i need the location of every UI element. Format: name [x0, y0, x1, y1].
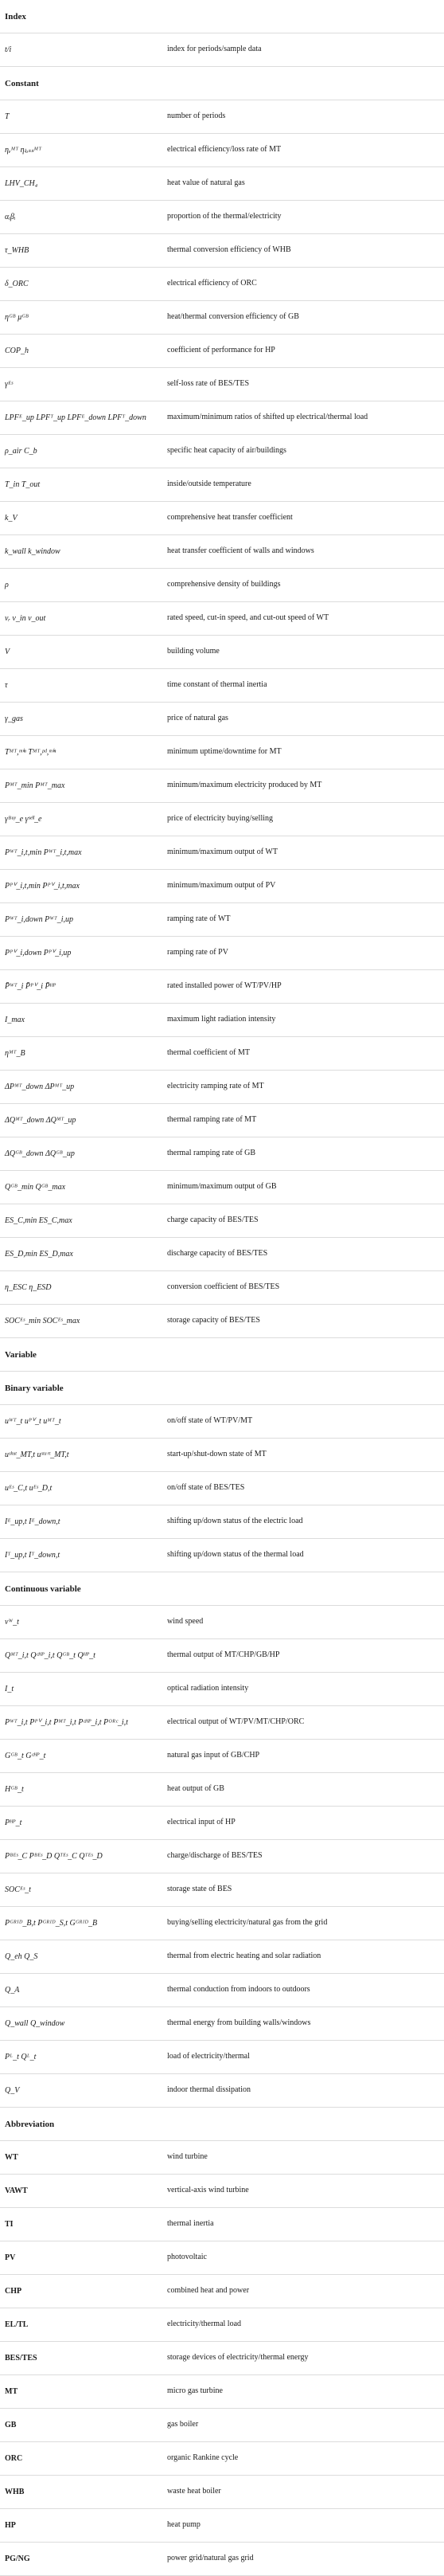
symbol: γᴮᵘʸ_e γˢᵉˡˡ_e: [5, 815, 42, 824]
symbol: η_ESC η_ESD: [5, 1283, 52, 1292]
abbreviation-row: [0, 2543, 444, 2576]
section-header: [0, 67, 444, 100]
symbol-row: [0, 1539, 444, 1572]
symbol-row: [0, 1204, 444, 1238]
section-header: [0, 0, 444, 33]
symbol: LPFᴱ_up LPFᵀ_up LPFᴱ_down LPFᵀ_down: [5, 413, 146, 422]
symbol-row: [0, 1606, 444, 1639]
symbol-row: [0, 569, 444, 602]
abbreviation: PV: [5, 2253, 16, 2262]
symbol: γᴱˢ: [5, 380, 14, 389]
symbol: γ_gas: [5, 714, 23, 723]
symbol-row: [0, 1137, 444, 1171]
section-title: Binary variable: [5, 1383, 64, 1393]
abbreviation: MT: [5, 2387, 18, 2396]
abbreviation: GB: [5, 2421, 17, 2429]
symbol: Iᵀ_up,t Iᵀ_down,t: [5, 1551, 60, 1560]
description: ramping rate of WT: [167, 914, 231, 924]
abbreviation: ORC: [5, 2454, 23, 2463]
description: heat transfer coefficient of walls and windows: [167, 546, 314, 556]
section-title: Continuous variable: [5, 1584, 81, 1594]
symbol: τ: [5, 681, 8, 690]
description: thermal ramping rate of MT: [167, 1115, 257, 1125]
section-title: Constant: [5, 78, 39, 88]
description: start-up/shut-down state of MT: [167, 1450, 267, 1459]
abbreviation-row: [0, 2308, 444, 2342]
symbol-row: [0, 1873, 444, 1907]
abbreviation: VAWT: [5, 2186, 28, 2195]
symbol: ρ_air C_b: [5, 447, 37, 456]
abbreviation: BES/TES: [5, 2354, 37, 2363]
symbol-row: [0, 1439, 444, 1472]
symbol: Pᴾⱽ_i,t,min Pᴾⱽ_i,t,max: [5, 882, 80, 891]
section-title: Abbreviation: [5, 2119, 55, 2129]
symbol: uᴱˢ_C,t uᴱˢ_D,t: [5, 1484, 53, 1493]
symbol: ES_D,min ES_D,max: [5, 1250, 73, 1259]
symbol: Pᵂᵀ_i,t Pᴾⱽ_i,t Pᴹᵀ_i,t Pᶜᴴᴾ_i,t Pᴼᴿᶜ_i,t: [5, 1718, 128, 1727]
description: electrical efficiency of ORC: [167, 279, 257, 288]
symbol: Pᴾⱽ_i,down Pᴾⱽ_i,up: [5, 949, 72, 957]
description: inside/outside temperature: [167, 480, 251, 489]
abbreviation: WHB: [5, 2488, 25, 2496]
description: discharge capacity of BES/TES: [167, 1249, 268, 1259]
abbreviation-row: [0, 2208, 444, 2241]
symbol-row: [0, 669, 444, 703]
section-header: [0, 1572, 444, 1606]
symbol: T: [5, 112, 10, 121]
abbreviation-row: [0, 2241, 444, 2275]
symbol-row: [0, 1940, 444, 1974]
symbol: Pᴳᴿᴵᴰ_B,t Pᴳᴿᴵᴰ_S,t Gᴳᴿᴵᴰ_B: [5, 1919, 98, 1928]
symbol-row: [0, 1472, 444, 1505]
symbol-row: [0, 1071, 444, 1104]
description: minimum/maximum electricity produced by MT: [167, 781, 322, 790]
symbol-row: [0, 769, 444, 803]
description: building volume: [167, 647, 220, 656]
symbol: Pᴮᴱˢ_C Pᴮᴱˢ_D Qᵀᴱˢ_C Qᵀᴱˢ_D: [5, 1852, 103, 1861]
symbol-row: [0, 1505, 444, 1539]
description: self-loss rate of BES/TES: [167, 379, 250, 389]
symbol: Q_wall Q_window: [5, 2019, 65, 2028]
abbreviation-row: [0, 2476, 444, 2509]
abbreviation-row: [0, 2275, 444, 2308]
symbol-row: [0, 167, 444, 201]
description: electrical output of WT/PV/MT/CHP/ORC: [167, 1717, 305, 1727]
description: time constant of thermal inertia: [167, 680, 267, 690]
symbol: vᵣ v_in v_out: [5, 614, 46, 623]
symbol: Pᵂᵀ_i,t,min Pᵂᵀ_i,t,max: [5, 848, 82, 857]
description: minimum/maximum output of WT: [167, 848, 278, 857]
symbol: uᵂᵀ_t uᴾⱽ_t uᴹᵀ_t: [5, 1417, 61, 1426]
symbol: uˢʰᵘᵗ_MT,t uˢᵗᵃʳᵗ_MT,t: [5, 1450, 69, 1459]
symbol-row: [0, 435, 444, 468]
description: shifting up/down status of the electric load: [167, 1517, 303, 1526]
symbol: ηᴳᴮ μᴳᴮ: [5, 313, 29, 322]
description: indoor thermal dissipation: [167, 2085, 251, 2095]
symbol: τ_WHB: [5, 246, 29, 255]
description: buying/selling electricity/natural gas from the grid: [167, 1918, 328, 1928]
abbreviation-row: [0, 2141, 444, 2175]
description: thermal inertia: [167, 2219, 214, 2229]
description: thermal conversion efficiency of WHB: [167, 245, 291, 255]
symbol: k_wall k_window: [5, 547, 60, 556]
symbol-row: [0, 335, 444, 368]
symbol-row: [0, 602, 444, 636]
description: ramping rate of PV: [167, 948, 228, 957]
symbol: Q_V: [5, 2086, 20, 2095]
symbol-row: [0, 937, 444, 970]
description: electricity ramping rate of MT: [167, 1082, 264, 1091]
symbol: ρ: [5, 581, 9, 589]
description: storage capacity of BES/TES: [167, 1316, 260, 1325]
symbol: T_in T_out: [5, 480, 41, 489]
symbol-row: [0, 401, 444, 435]
description: charge capacity of BES/TES: [167, 1216, 259, 1225]
description: gas boiler: [167, 2420, 199, 2429]
symbol-row: [0, 268, 444, 301]
description: charge/discharge of BES/TES: [167, 1851, 263, 1861]
abbreviation: EL/TL: [5, 2320, 29, 2329]
symbol-row: [0, 803, 444, 836]
symbol-row: [0, 1639, 444, 1673]
symbol: t/i: [5, 45, 12, 54]
symbol-row: [0, 201, 444, 234]
symbol-row: [0, 970, 444, 1004]
description: storage state of BES: [167, 1885, 232, 1894]
description: vertical-axis wind turbine: [167, 2186, 249, 2195]
section-title: Variable: [5, 1349, 37, 1360]
description: combined heat and power: [167, 2286, 250, 2296]
description: maximum light radiation intensity: [167, 1015, 276, 1024]
symbol: ΔQᴹᵀ_down ΔQᴹᵀ_up: [5, 1116, 76, 1125]
symbol-row: [0, 1104, 444, 1137]
symbol-row: [0, 1004, 444, 1037]
abbreviation-row: [0, 2509, 444, 2543]
description: on/off state of WT/PV/MT: [167, 1416, 253, 1426]
description: wind turbine: [167, 2152, 208, 2162]
symbol: Qᴹᵀ_i,t Qᶜᴴᴾ_i,t Qᴳᴮ_t Qᴴᴾ_t: [5, 1651, 95, 1660]
symbol: SOCᴱˢ_min SOCᴱˢ_max: [5, 1317, 80, 1325]
symbol-row: [0, 1907, 444, 1940]
symbol-row: [0, 134, 444, 167]
symbol: αᵢβᵢ: [5, 213, 16, 221]
symbol-row: [0, 1171, 444, 1204]
abbreviation: CHP: [5, 2287, 22, 2296]
description: shifting up/down status of the thermal load: [167, 1550, 304, 1560]
abbreviation-row: [0, 2175, 444, 2208]
description: thermal conduction from indoors to outdoors: [167, 1985, 310, 1995]
symbol-row: [0, 2074, 444, 2108]
description: electrical efficiency/loss rate of MT: [167, 145, 282, 155]
description: proportion of the thermal/electricity: [167, 212, 282, 221]
description: rated installed power of WT/PV/HP: [167, 981, 282, 991]
section-header: [0, 2108, 444, 2141]
symbol: Iᴱ_up,t Iᴱ_down,t: [5, 1517, 60, 1526]
description: waste heat boiler: [167, 2487, 221, 2496]
symbol-row: [0, 1305, 444, 1338]
description: on/off state of BES/TES: [167, 1483, 245, 1493]
abbreviation-row: [0, 2342, 444, 2375]
symbol-row: [0, 1773, 444, 1807]
symbol-row: [0, 1740, 444, 1773]
symbol: Qᴳᴮ_min Qᴳᴮ_max: [5, 1183, 66, 1192]
symbol-row: [0, 1840, 444, 1873]
symbol-row: [0, 301, 444, 335]
description: electricity/thermal load: [167, 2320, 242, 2329]
description: conversion coefficient of BES/TES: [167, 1282, 280, 1292]
description: specific heat capacity of air/buildings: [167, 446, 286, 456]
symbol-row: [0, 535, 444, 569]
description: thermal ramping rate of GB: [167, 1149, 256, 1158]
symbol-row: [0, 2041, 444, 2074]
abbreviation: TI: [5, 2220, 14, 2229]
symbol: Pᴹᵀ_min Pᴹᵀ_max: [5, 781, 65, 790]
symbol-row: [0, 1405, 444, 1439]
symbol: COP_h: [5, 346, 29, 355]
description: price of electricity buying/selling: [167, 814, 274, 824]
symbol: V: [5, 648, 10, 656]
description: thermal energy from building walls/windows: [167, 2018, 311, 2028]
section-header: [0, 1338, 444, 1372]
description: minimum/maximum output of GB: [167, 1182, 277, 1192]
symbol: Pᴸ_t Qᴸ_t: [5, 2053, 37, 2061]
symbol: Q_A: [5, 1986, 20, 1995]
description: heat output of GB: [167, 1784, 224, 1794]
description: wind speed: [167, 1617, 204, 1627]
description: maximum/minimum ratios of shifted up electrical/thermal load: [167, 413, 368, 422]
description: photovoltaic: [167, 2253, 207, 2262]
symbol: P̄ᵂᵀ_i P̄ᴾⱽ_i P̄ᴴᴾ: [5, 982, 56, 991]
symbol-row: [0, 1807, 444, 1840]
abbreviation: HP: [5, 2521, 16, 2530]
description: heat/thermal conversion efficiency of GB: [167, 312, 299, 322]
symbol-row: [0, 1238, 444, 1271]
symbol-row: [0, 502, 444, 535]
symbol-row: [0, 100, 444, 134]
symbol: ΔQᴳᴮ_down ΔQᴳᴮ_up: [5, 1149, 75, 1158]
symbol-row: [0, 468, 444, 502]
symbol-row: [0, 903, 444, 937]
abbreviation-row: [0, 2442, 444, 2476]
description: electrical input of HP: [167, 1818, 236, 1827]
description: index for periods/sample data: [167, 45, 262, 54]
description: organic Rankine cycle: [167, 2453, 239, 2463]
abbreviation-row: [0, 2409, 444, 2442]
description: heat value of natural gas: [167, 178, 245, 188]
symbol-row: [0, 1037, 444, 1071]
symbol: ΔPᴹᵀ_down ΔPᴹᵀ_up: [5, 1082, 75, 1091]
symbol-row: [0, 1974, 444, 2007]
symbol: k_V: [5, 514, 18, 523]
symbol-row: [0, 1706, 444, 1740]
symbol: LHV_CH₄: [5, 179, 38, 188]
description: power grid/natural gas grid: [167, 2554, 254, 2563]
description: rated speed, cut-in speed, and cut-out speed of WT: [167, 613, 329, 623]
description: natural gas input of GB/CHP: [167, 1751, 260, 1760]
symbol-row: [0, 836, 444, 870]
description: thermal from electric heating and solar radiation: [167, 1952, 321, 1961]
symbol-row: [0, 703, 444, 736]
symbol: Q_eh Q_S: [5, 1952, 38, 1961]
symbol: vᵂ_t: [5, 1618, 19, 1627]
section-header: [0, 1372, 444, 1405]
description: heat pump: [167, 2520, 201, 2530]
symbol: Hᴳᴮ_t: [5, 1785, 24, 1794]
symbol-row: [0, 1271, 444, 1305]
description: storage devices of electricity/thermal energy: [167, 2353, 309, 2363]
description: minimum/maximum output of PV: [167, 881, 276, 891]
symbol: ES_C,min ES_C,max: [5, 1216, 72, 1225]
abbreviation: WT: [5, 2153, 18, 2162]
symbol: Tᴹᵀ,ᵐⁱⁿ Tᴹᵀ,ᵖᵈ,ᵐⁱⁿ: [5, 748, 56, 757]
symbol: δ_ORC: [5, 280, 29, 288]
description: micro gas turbine: [167, 2386, 223, 2396]
description: load of electricity/thermal: [167, 2052, 250, 2061]
symbol: I_t: [5, 1685, 14, 1693]
symbol-row: [0, 1673, 444, 1706]
symbol-row: [0, 736, 444, 769]
description: coefficient of performance for HP: [167, 346, 275, 355]
description: thermal coefficient of MT: [167, 1048, 250, 1058]
symbol-row: [0, 636, 444, 669]
symbol-row: [0, 33, 444, 67]
symbol: Gᴳᴮ_t Gᶜᴴᴾ_t: [5, 1752, 46, 1760]
symbol: ηᴹᵀ_B: [5, 1049, 25, 1058]
symbol-row: [0, 234, 444, 268]
symbol: Pᴴᴾ_t: [5, 1818, 22, 1827]
symbol: ηₑᴹᵀ ηₗₒₛₛᴹᵀ: [5, 146, 42, 155]
description: minimum uptime/downtime for MT: [167, 747, 282, 757]
description: optical radiation intensity: [167, 1684, 249, 1693]
symbol-row: [0, 870, 444, 903]
abbreviation: PG/NG: [5, 2554, 30, 2563]
section-title: Index: [5, 11, 26, 22]
description: comprehensive density of buildings: [167, 580, 281, 589]
symbol: Pᵂᵀ_i,down Pᵂᵀ_i,up: [5, 915, 74, 924]
symbol: SOCᴱˢ_t: [5, 1885, 31, 1894]
symbol: I_max: [5, 1016, 25, 1024]
abbreviation-row: [0, 2375, 444, 2409]
description: number of periods: [167, 112, 226, 121]
symbol-row: [0, 2007, 444, 2041]
description: thermal output of MT/CHP/GB/HP: [167, 1650, 280, 1660]
description: comprehensive heat transfer coefficient: [167, 513, 293, 523]
description: price of natural gas: [167, 714, 228, 723]
symbol-row: [0, 368, 444, 401]
